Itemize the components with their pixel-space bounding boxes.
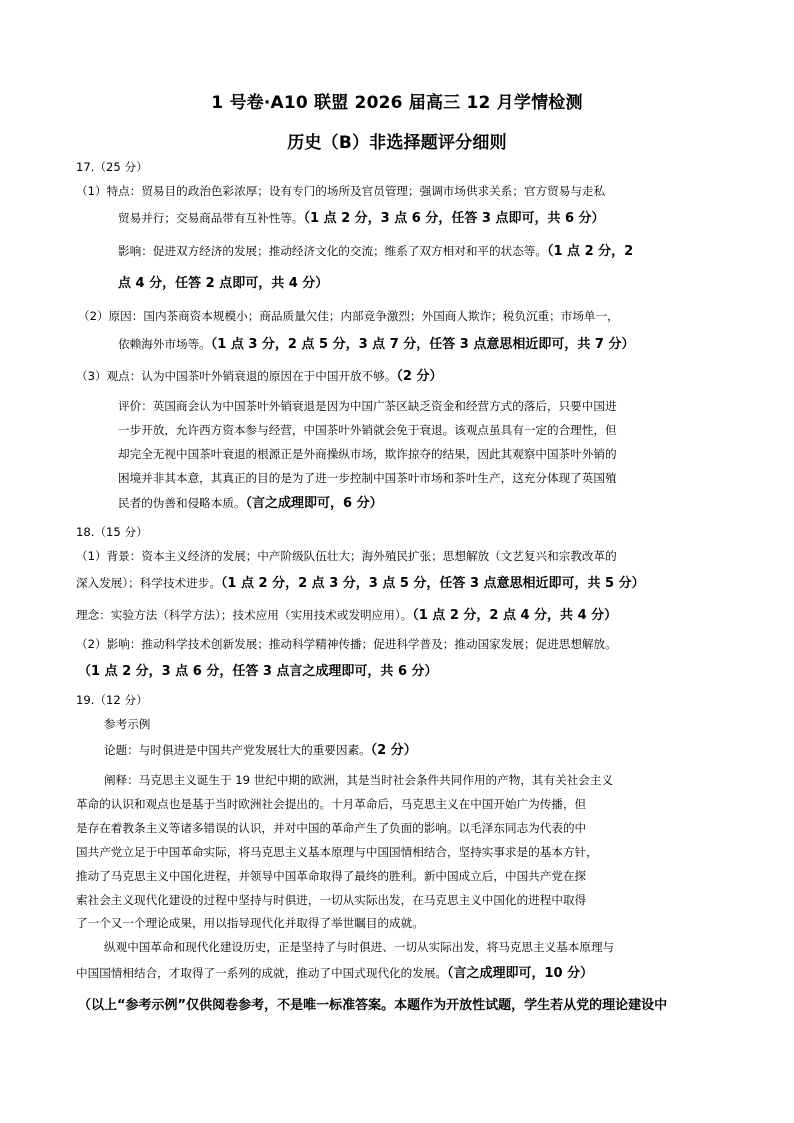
- q19-explanation-line-7: 了一个又一个理论成果，用以指导现代化并取得了举世瞩目的成就。: [76, 916, 424, 930]
- q17-p3-line-3: 一步开放，允许西方资本参与经营，中国茶叶外销就会免于衰退。该观点虽具有一定的合理性，但: [118, 423, 617, 437]
- q18-p2-line-1: （2）影响：推动科学技术创新发展；推动科学精神传播；促进科学普及；推动国家发展；促进思想解放。: [76, 637, 617, 651]
- q17-p2-line-2-score: （1 点 3 分，2 点 5 分，3 点 7 分，任答 3 点意思相近即可，共 7 分）: [210, 337, 635, 352]
- document-title: 1 号卷·A10 联盟 2026 届高三 12 月学情检测: [211, 93, 583, 113]
- q19-explanation-line-6: 索社会主义现代化建设的过程中坚持与时俱进，一切从实际出发，在马克思主义中国化的进程中取得: [76, 893, 587, 907]
- q17-p3-line-6-score: （言之成理即可，6 分）: [245, 496, 383, 511]
- q17-p3-line-6: [118, 495, 383, 512]
- q19-explanation-line-8: 纵观中国革命和现代化建设历史，正是坚持了与时俱进、一切从实际出发，将马克思主义基本原理与: [104, 940, 615, 954]
- q17-p3-line-1: [76, 368, 443, 385]
- q19-header: 19.（12 分）: [76, 693, 148, 707]
- q17-p3-line-1-score: （2 分）: [396, 369, 443, 384]
- q18-p1-line-2-text: 深入发展）；科学技术进步。: [76, 576, 221, 590]
- q17-p1-line-2-text: 贸易并行；交易商品带有互补性等。: [118, 211, 304, 225]
- q18-p1-line-3: [76, 607, 617, 624]
- q17-p3-line-2: 评价：英国商会认为中国茶叶外销衰退是因为中国广茶区缺乏资金和经营方式的落后，只要中国进: [118, 399, 617, 413]
- q19-note: （以上“参考示例”仅供阅卷参考，不是唯一标准答案。本题作为开放性试题，学生若从党的理论建设中: [78, 998, 668, 1013]
- document-subtitle: 历史（B）非选择题评分细则: [287, 133, 507, 153]
- q17-p1-line-4: 点 4 分，任答 2 点即可，共 4 分）: [118, 276, 329, 291]
- q17-p3-line-6-text: 民者的伪善和侵略本质。: [118, 496, 246, 510]
- q19-thesis-text: 论题：与时俱进是中国共产党发展壮大的重要因素。: [104, 743, 371, 757]
- q17-p3-line-1-text: （3）观点：认为中国茶叶外销衰退的原因在于中国开放不够。: [76, 369, 397, 383]
- q17-p1-line-1: （1）特点：贸易目的政治色彩浓厚；设有专门的场所及官员管理；强调市场供求关系；官方贸易与走私: [76, 184, 606, 198]
- q18-p1-line-2-score: （1 点 2 分，2 点 3 分，3 点 5 分，任答 3 点意思相近即可，共 5 分）: [220, 576, 645, 591]
- q17-p2-line-2-text: 依赖海外市场等。: [118, 337, 211, 351]
- q17-p1-line-3: [118, 243, 633, 260]
- q18-p1-line-2: [76, 575, 645, 592]
- q18-p1-line-1: （1）背景：资本主义经济的发展；中产阶级队伍壮大；海外殖民扩张；思想解放（文艺复兴和宗教改革的: [76, 549, 617, 563]
- q19-thesis-score: （2 分）: [370, 743, 417, 758]
- q17-p2-line-2: [118, 336, 634, 353]
- q19-example-label: 参考示例: [104, 717, 151, 731]
- q17-p1-line-3-text: 影响：促进双方经济的发展；推动经济文化的交流；维系了双方相对和平的状态等。: [118, 244, 547, 258]
- q19-explanation-line-3: 是存在着教条主义等诸多错误的认识，并对中国的革命产生了负面的影响。以毛泽东同志为代表的中: [76, 821, 587, 835]
- q19-explanation-line-1: 阐释：马克思主义诞生于 19 世纪中期的欧洲，其是当时社会条件共同作用的产物，其有关社会主义: [104, 773, 614, 787]
- q19-explanation-line-2: 革命的认识和观点也是基于当时欧洲社会提出的。十月革命后，马克思主义在中国开始广为传播，但: [76, 797, 587, 811]
- q19-explanation-line-9-text: 中国国情相结合，才取得了一系列的成就，推动了中国式现代化的发展。: [76, 966, 448, 980]
- q17-p1-line-2-score: （1 点 2 分，3 点 6 分，任答 3 点即可，共 6 分）: [303, 211, 605, 226]
- q19-explanation-line-9-score: （言之成理即可，10 分）: [447, 966, 594, 981]
- q19-thesis: [104, 742, 417, 759]
- q17-p2-line-1: （2）原因：国内茶商资本规模小；商品质量欠佳；内部竞争激烈；外国商人欺诈；税负沉重；市场单一，: [78, 309, 619, 323]
- q17-p1-line-2: [118, 210, 605, 227]
- q18-p2-line-2: （1 点 2 分，3 点 6 分，任答 3 点言之成理即可，共 6 分）: [78, 664, 438, 679]
- q17-p3-line-4: 却完全无视中国茶叶衰退的根源正是外商操纵市场，欺诈掠夺的结果，因此其观察中国茶叶外销的: [118, 447, 617, 461]
- q17-p1-line-3-score: （1 点 2 分，2: [546, 244, 634, 259]
- q17-p3-line-5: 困境并非其本意，其真正的目的是为了进一步控制中国茶叶市场和茶叶生产，这充分体现了英国殖: [118, 471, 617, 485]
- q19-explanation-line-5: 推动了马克思主义中国化进程，并领导中国革命取得了最终的胜利。新中国成立后，中国共产党在探: [76, 869, 587, 883]
- q19-explanation-line-4: 国共产党立足于中国革命实际，将马克思主义基本原理与中国国情相结合，坚持实事求是的基本方针，: [76, 845, 598, 859]
- q18-header: 18.（15 分）: [76, 525, 148, 539]
- q18-p1-line-3-score: （1 点 2 分，2 点 4 分，共 4 分）: [412, 608, 618, 623]
- q18-p1-line-3-text: 理念：实验方法（科学方法）；技术应用（实用技术或发明应用）。: [76, 608, 413, 622]
- q19-explanation-line-9: [76, 965, 593, 982]
- q17-header: 17.（25 分）: [76, 160, 148, 174]
